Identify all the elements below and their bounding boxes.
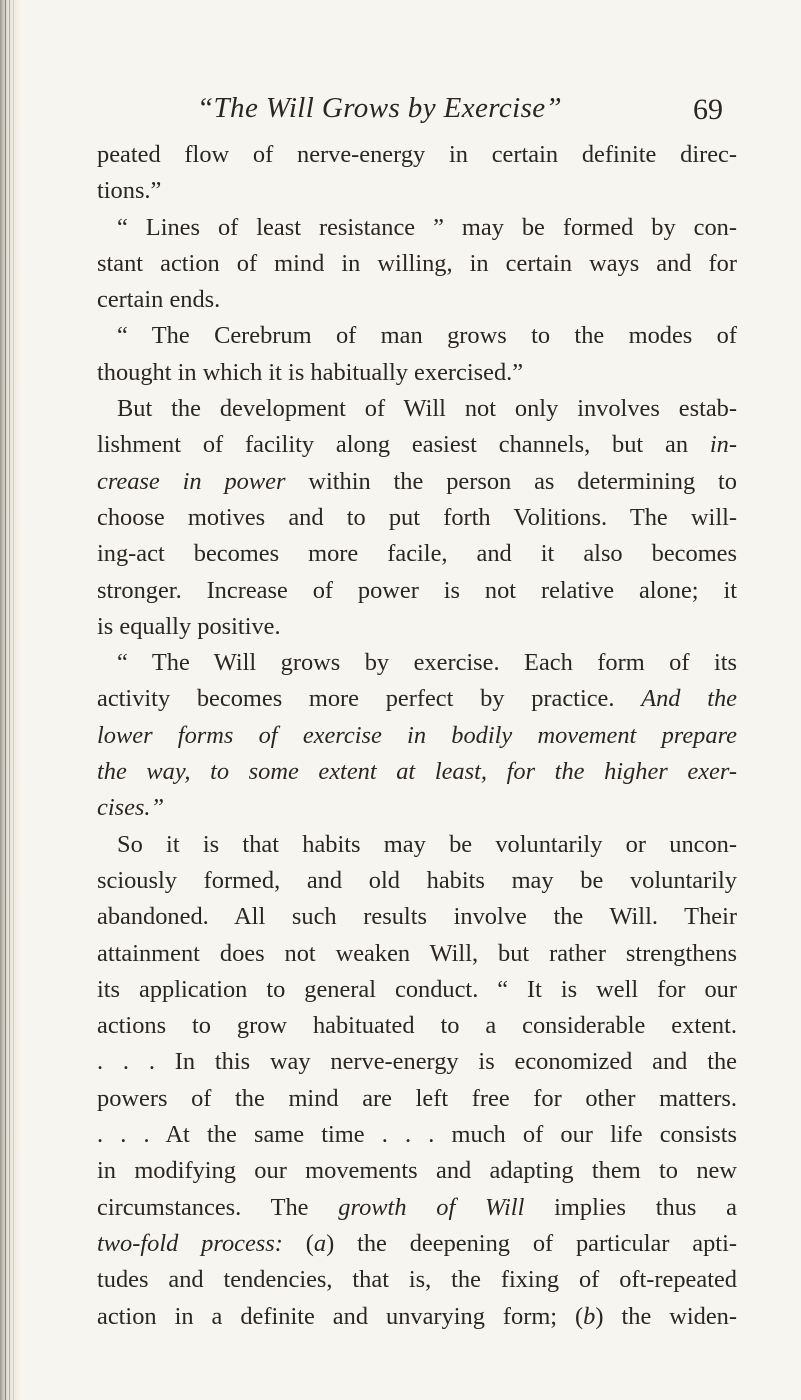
- text-line: [97, 681, 737, 717]
- text-line: [97, 972, 737, 1008]
- text-run: “ The Cerebrum of man grows to the modes of: [117, 322, 737, 350]
- text-line: [97, 210, 737, 246]
- text-line: [97, 1008, 737, 1044]
- text-run: action in a definite and unvarying form; (: [97, 1302, 584, 1330]
- text-line: [97, 573, 737, 609]
- text-run: ) the deepening of particular apti-: [326, 1229, 737, 1257]
- italic-text-run: the way, to some extent at least, for the higher exer-: [97, 758, 737, 786]
- text-run: implies thus a: [524, 1193, 738, 1221]
- italic-text-run: crease in power: [97, 467, 286, 495]
- gutter-edge-line: [5, 0, 6, 1400]
- text-line: [97, 318, 737, 354]
- text-run: ing-act becomes more facile, and it also becomes: [97, 540, 737, 568]
- text-line: [97, 1190, 737, 1226]
- text-line: [97, 391, 737, 427]
- text-line: [97, 863, 737, 899]
- running-head: [0, 92, 801, 132]
- text-line: [97, 1226, 737, 1262]
- text-run: actions to grow habituated to a considerable extent.: [97, 1012, 737, 1040]
- text-run: is equally positive.: [97, 612, 281, 640]
- body-text: [97, 137, 737, 1335]
- text-line: [97, 1044, 737, 1080]
- text-line: [97, 1117, 737, 1153]
- text-line: [97, 1081, 737, 1117]
- italic-text-run: And the: [641, 685, 737, 713]
- text-run: “ The Will grows by exercise. Each form of its: [117, 649, 737, 677]
- text-run: But the development of Will not only involves estab-: [117, 395, 737, 423]
- text-run: So it is that habits may be voluntarily or uncon-: [117, 830, 737, 858]
- text-line: [97, 718, 737, 754]
- text-run: powers of the mind are left free for other matters.: [97, 1084, 737, 1112]
- text-line: [97, 790, 737, 826]
- text-run: tudes and tendencies, that is, the fixing of oft-repeated: [97, 1266, 737, 1294]
- italic-text-run: growth of Will: [338, 1193, 525, 1221]
- text-line: [97, 754, 737, 790]
- italic-text-run: in-: [709, 431, 737, 459]
- text-line: [97, 464, 737, 500]
- text-line: [97, 936, 737, 972]
- text-line: [97, 500, 737, 536]
- text-run: sciously formed, and old habits may be voluntarily: [97, 866, 737, 894]
- text-line: [97, 427, 737, 463]
- text-run: in modifying our movements and adapting them to new: [97, 1157, 737, 1185]
- text-run: thought in which it is habitually exercised.”: [97, 358, 524, 386]
- text-line: [97, 609, 737, 645]
- text-run: choose motives and to put forth Volitions. The will-: [97, 503, 737, 531]
- page-number: 69: [693, 93, 723, 126]
- italic-text-run: two-fold process:: [97, 1229, 283, 1257]
- text-run: stronger. Increase of power is not relative alone; it: [97, 576, 737, 604]
- gutter-edge-line: [13, 0, 14, 1400]
- text-run: lishment of facility along easiest channels, but an: [97, 431, 710, 459]
- text-line: [97, 282, 737, 318]
- text-run: circumstances. The: [97, 1193, 339, 1221]
- page-gutter-shadow: [0, 0, 22, 1400]
- text-run: within the person as determining to: [285, 467, 737, 495]
- text-line: [97, 1262, 737, 1298]
- italic-text-run: b: [583, 1302, 596, 1330]
- gutter-edge-line: [9, 0, 10, 1400]
- text-line: [97, 246, 737, 282]
- text-run: “ Lines of least resistance ” may be formed by con-: [117, 213, 737, 241]
- text-line: [97, 899, 737, 935]
- text-line: [97, 536, 737, 572]
- text-run: abandoned. All such results involve the Will. Their: [97, 903, 737, 931]
- text-line: [97, 137, 737, 173]
- text-run: tions.”: [97, 177, 162, 205]
- text-run: activity becomes more perfect by practice.: [97, 685, 642, 713]
- text-line: [97, 645, 737, 681]
- text-line: [97, 173, 737, 209]
- text-run: . . . In this way nerve-energy is economized and the: [97, 1048, 737, 1076]
- text-line: [97, 1153, 737, 1189]
- italic-text-run: cises.”: [97, 794, 165, 822]
- text-run: . . . At the same time . . . much of our life consists: [97, 1121, 737, 1149]
- text-run: certain ends.: [97, 286, 221, 314]
- italic-text-run: lower forms of exercise in bodily movement prepare: [97, 721, 737, 749]
- text-line: [97, 1299, 737, 1335]
- text-run: attainment does not weaken Will, but rather strengthens: [97, 939, 737, 967]
- text-run: ) the widen-: [595, 1302, 737, 1330]
- text-run: peated flow of nerve-energy in certain definite direc-: [97, 141, 737, 168]
- italic-text-run: a: [313, 1229, 327, 1257]
- text-line: [97, 355, 737, 391]
- text-line: [97, 827, 737, 863]
- text-run: stant action of mind in willing, in certain ways and for: [97, 249, 737, 277]
- text-run: (: [282, 1229, 314, 1257]
- running-title: “The Will Grows by Exercise”: [197, 92, 563, 124]
- text-run: its application to general conduct. “ It is well for our: [97, 975, 737, 1003]
